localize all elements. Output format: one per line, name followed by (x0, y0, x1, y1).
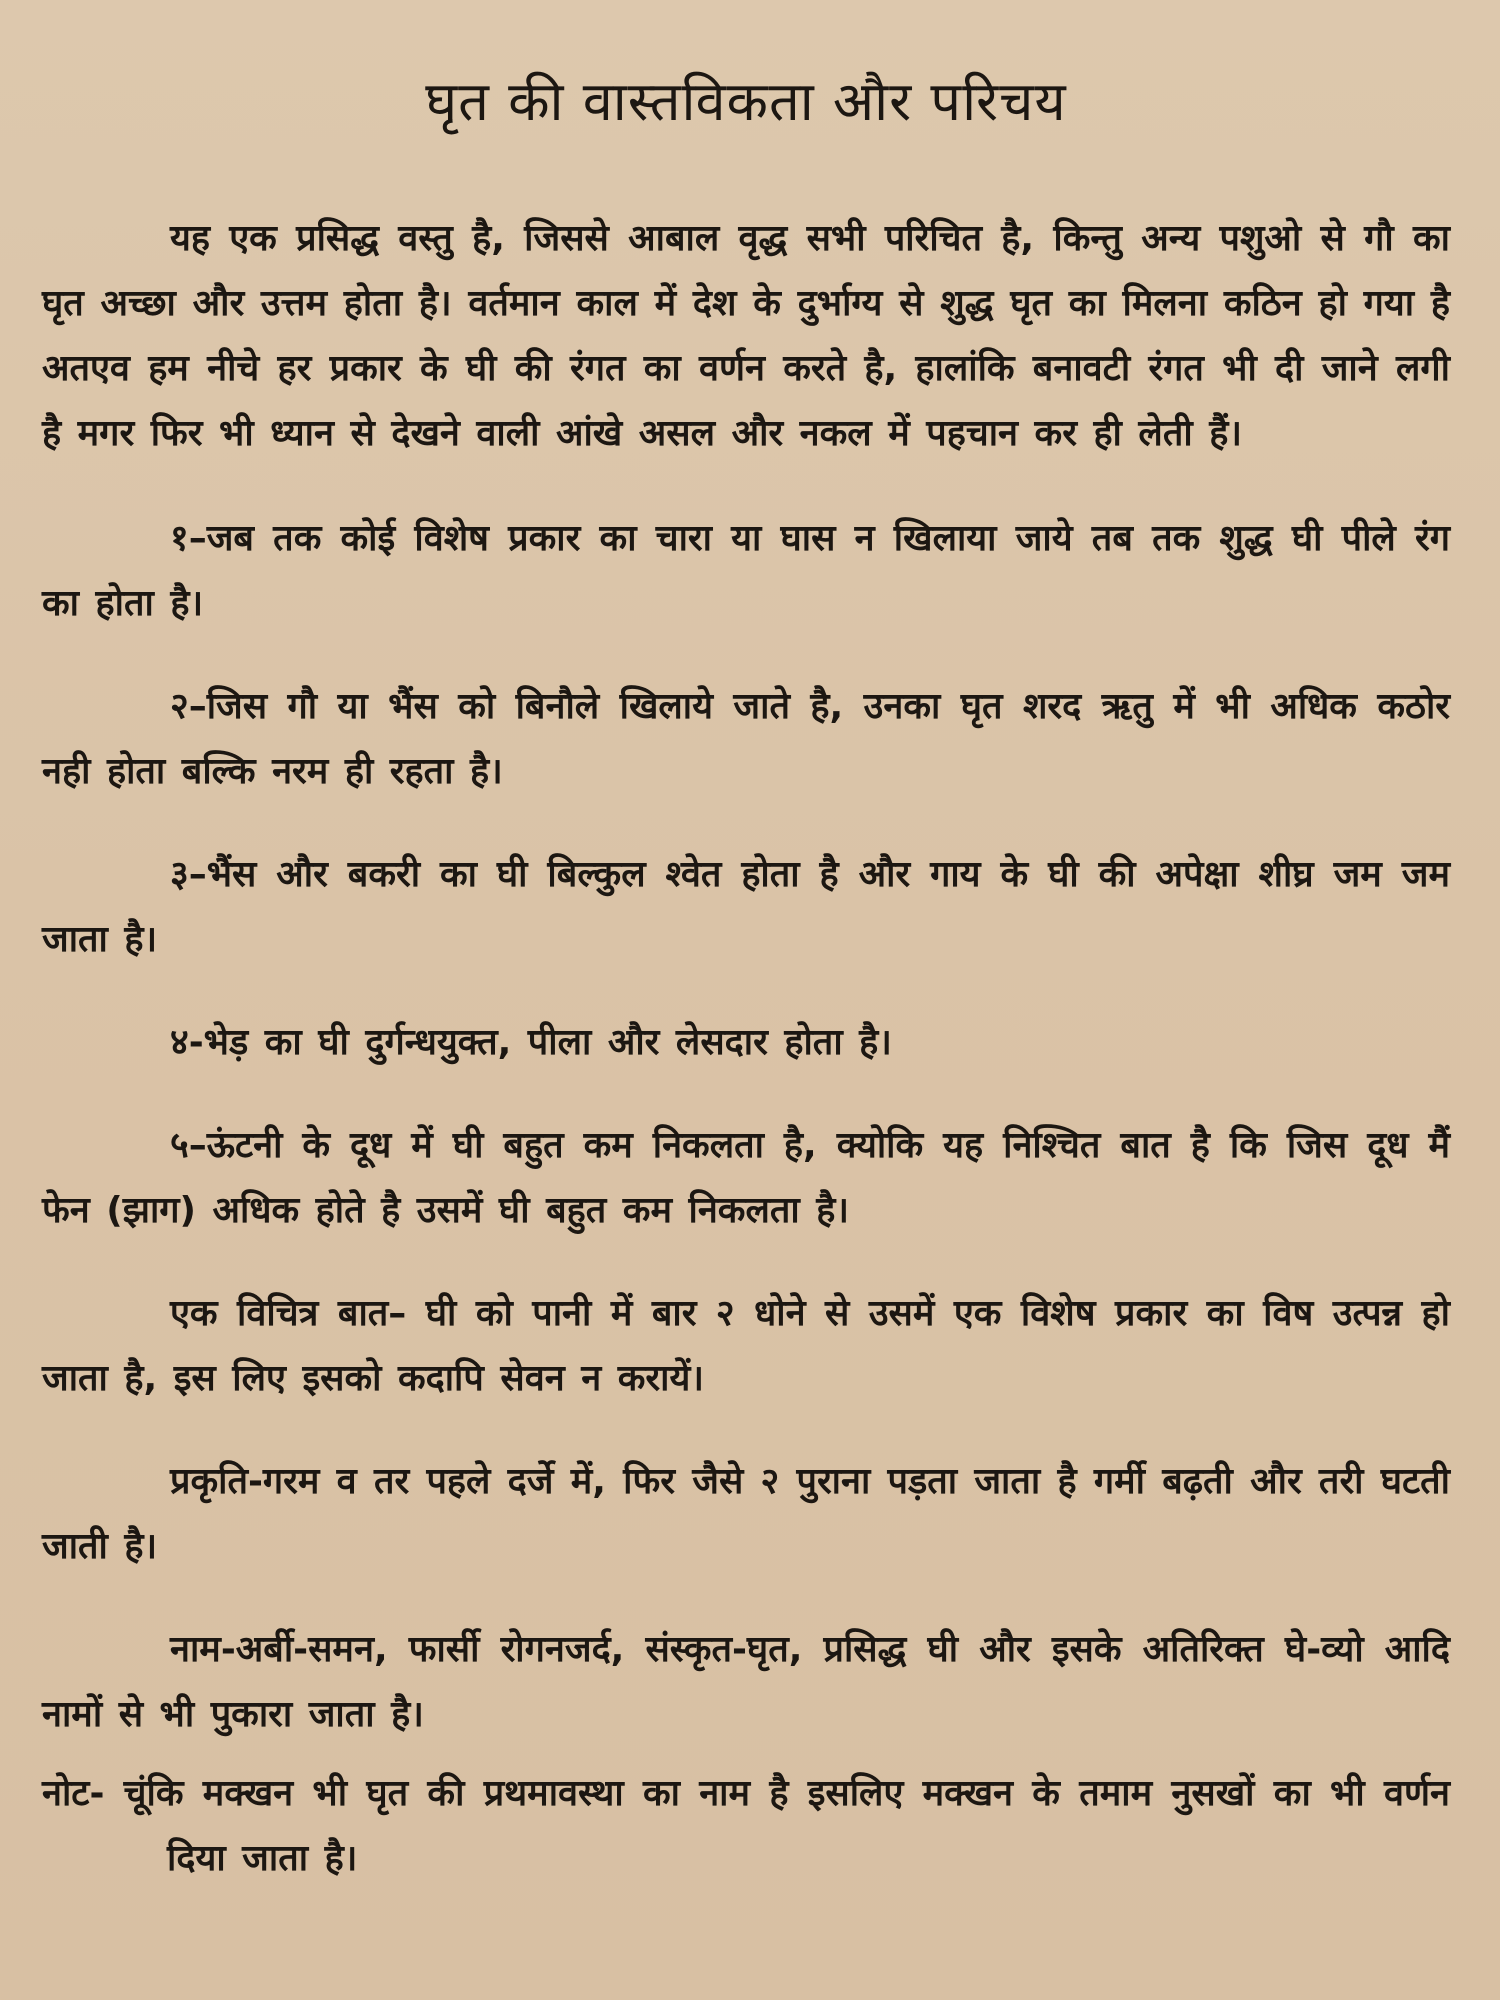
note-paragraph: नोट- चूंकि मक्खन भी घृत की प्रथमावस्था का नाम है इसलिए मक्खन के तमाम नुसखों का भी वर्णन दिया जाता है। (42, 1773, 1450, 1879)
paragraph-point-5: ५–ऊंटनी के दूध में घी बहुत कम निकलता है, क्योकि यह निश्चित बात है कि जिस दूध मैं फेन (झाग) अधिक होते है उसमें घी बहुत कम निकलता है। (42, 1125, 1450, 1231)
paragraph-point-4: ४-भेड़ का घी दुर्गन्धयुक्त, पीला और लेसदार होता है। (170, 1022, 892, 1063)
paragraph-point-1: १–जब तक कोई विशेष प्रकार का चारा या घास न खिलाया जाये तब तक शुद्ध घी पीले रंग का होता है। (42, 518, 1450, 624)
page-title: घृत की वास्तविकता और परिचय (425, 70, 1067, 133)
intro-paragraph: यह एक प्रसिद्ध वस्तु है, जिससे आबाल वृद्ध सभी परिचित है, किन्तु अन्य पशुओ से गौ का घृत अच्छा और उत्तम होता है। वर्तमान काल में देश के दुर्भाग्य से शुद्ध घृत का मिलना कठिन हो गया है अतएव हम नीचे हर प्रकार के घी की रंगत का वर्णन करते है, हालांकि बनावटी रंगत भी दी जाने लगी है मगर फिर भी ध्यान से देखने वाली आंखे असल और नकल में पहचान कर ही लेती हैं। (42, 218, 1450, 454)
paragraph-strange-fact: एक विचित्र बात– घी को पानी में बार २ धोने से उसमें एक विशेष प्रकार का विष उत्पन्न हो जाता है, इस लिए इसको कदापि सेवन न करायें। (42, 1293, 1450, 1399)
paragraph-point-2: २–जिस गौ या भैंस को बिनौले खिलाये जाते है, उनका घृत शरद ऋतु में भी अधिक कठोर नही होता बल्कि नरम ही रहता है। (42, 686, 1450, 792)
paragraph-names: नाम-अर्बी-समन, फार्सी रोगनजर्द, संस्कृत-घृत, प्रसिद्ध घी और इसके अतिरिक्त घे-व्यो आदि नामों से भी पुकारा जाता है। (42, 1629, 1450, 1735)
paragraph-nature: प्रकृति-गरम व तर पहले दर्जे में, फिर जैसे २ पुराना पड़ता जाता है गर्मी बढ़ती और तरी घटती जाती है। (42, 1461, 1450, 1567)
paragraph-point-3: ३–भैंस और बकरी का घी बिल्कुल श्वेत होता है और गाय के घी की अपेक्षा शीघ्र जम जम जाता है। (42, 854, 1450, 960)
